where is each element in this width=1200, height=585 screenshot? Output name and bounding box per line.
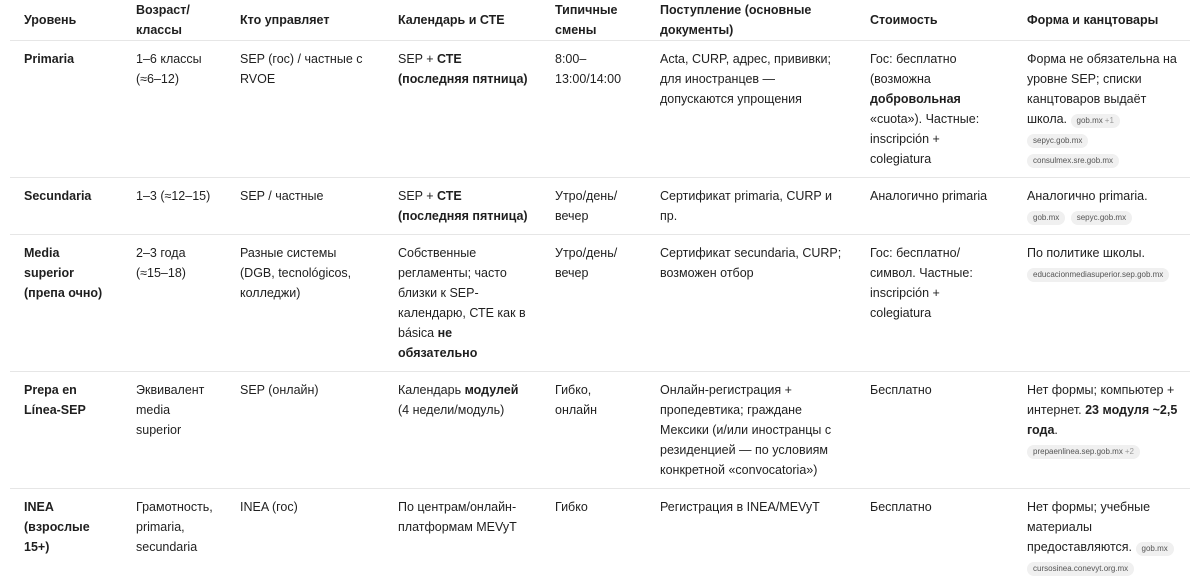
cell-admission: Сертификат secundaria, CURP; возможен отбор: [646, 235, 856, 372]
table-row: [10, 235, 1190, 372]
cell-level: Primaria: [10, 41, 122, 178]
cell-uniform: [1013, 41, 1190, 178]
header-age: Возраст/ классы: [122, 0, 226, 41]
table-row: [10, 178, 1190, 235]
uniform-text: Нет формы; компьютер + интернет.: [1027, 383, 1174, 417]
cell-governance: SEP / частные: [226, 178, 384, 235]
cell-age: 1–3 (≈12–15): [122, 178, 226, 235]
cell-uniform: [1013, 178, 1190, 235]
cell-admission: Регистрация в INEA/MEVyT: [646, 489, 856, 585]
table-header-row: [10, 0, 1190, 41]
header-uniform: Форма и канцтовары: [1013, 0, 1190, 41]
source-chip[interactable]: [1027, 154, 1119, 168]
uniform-text: Аналогично primaria.: [1027, 189, 1148, 203]
cell-level: INEA (взрослые 15+): [10, 489, 122, 585]
education-levels-table: [10, 0, 1190, 585]
source-chip[interactable]: [1027, 562, 1134, 576]
cell-shifts: Утро/день/вечер: [541, 235, 646, 372]
header-level: Уровень: [10, 0, 122, 41]
source-chip[interactable]: [1027, 134, 1088, 148]
cell-governance: SEP (онлайн): [226, 372, 384, 489]
header-admission: Поступление (основные документы): [646, 0, 856, 41]
cell-calendar: [384, 178, 541, 235]
cell-cost: Бесплатно: [856, 372, 1013, 489]
header-cost: Стоимость: [856, 0, 1013, 41]
source-chip-label: educacionmediasuperior.sep.gob.mx: [1033, 270, 1163, 279]
table-row: [10, 489, 1190, 585]
source-chip-count: +1: [1105, 116, 1114, 125]
cell-calendar: [384, 372, 541, 489]
cell-uniform: [1013, 235, 1190, 372]
source-chip[interactable]: [1027, 445, 1140, 459]
cell-calendar: По центрам/онлайн-платформам MEVyT: [384, 489, 541, 585]
uniform-text: Нет формы; учебные материалы предоставляются.: [1027, 500, 1150, 554]
cell-age: Эквивалент media superior: [122, 372, 226, 489]
source-chip[interactable]: [1027, 268, 1169, 282]
uniform-emphasis: 23 модуля ~2,5 года: [1027, 403, 1177, 437]
source-chip-label: prepaenlinea.sep.gob.mx: [1033, 447, 1123, 456]
table-row: [10, 41, 1190, 178]
uniform-text-tail: .: [1054, 423, 1057, 437]
calendar-text: Календарь: [398, 383, 465, 397]
cell-cost: Гос: бесплатно/символ. Частные: inscripción + colegiatura: [856, 235, 1013, 372]
cell-uniform: [1013, 372, 1190, 489]
source-chip-label: cursosinea.conevyt.org.mx: [1033, 564, 1128, 573]
cell-calendar: [384, 235, 541, 372]
source-chip[interactable]: [1071, 211, 1132, 225]
calendar-emphasis: не обязательно: [398, 326, 477, 360]
header-shifts: Типичные смены: [541, 0, 646, 41]
cell-governance: INEA (гос): [226, 489, 384, 585]
source-chip[interactable]: [1027, 211, 1065, 225]
cell-governance: Разные системы (DGB, tecnológicos, колледжи): [226, 235, 384, 372]
cell-cost: [856, 41, 1013, 178]
uniform-text: Форма не обязательна на уровне SEP; списки канцтоваров выдаёт школа.: [1027, 52, 1177, 126]
cell-shifts: Утро/день/вечер: [541, 178, 646, 235]
cell-cost: Бесплатно: [856, 489, 1013, 585]
source-chip-label: consulmex.sre.gob.mx: [1033, 156, 1113, 165]
cell-shifts: 8:00–13:00/14:00: [541, 41, 646, 178]
calendar-text-tail: (4 недели/модуль): [398, 403, 504, 417]
calendar-emphasis: модулей: [465, 383, 519, 397]
source-chip-label: sepyc.gob.mx: [1077, 213, 1126, 222]
source-chip[interactable]: [1136, 542, 1174, 556]
cell-level: Prepa en Línea-SEP: [10, 372, 122, 489]
table-row: [10, 372, 1190, 489]
source-chip-label: gob.mx: [1077, 116, 1103, 125]
header-governance: Кто управляет: [226, 0, 384, 41]
cost-text-tail: «cuota»). Частные: inscripción + colegiatura: [870, 112, 979, 166]
calendar-text: Собственные регламенты; часто близки к SEP-календарю, СТЕ как в básica: [398, 246, 526, 340]
cell-level: Secundaria: [10, 178, 122, 235]
source-chip-label: gob.mx: [1033, 213, 1059, 222]
cell-shifts: Гибко: [541, 489, 646, 585]
cell-admission: Acta, CURP, адрес, прививки; для иностранцев — допускаются упрощения: [646, 41, 856, 178]
calendar-text: SEP +: [398, 189, 437, 203]
cell-age: Грамотность, primaria, secundaria: [122, 489, 226, 585]
source-chip-label: gob.mx: [1142, 544, 1168, 553]
cell-shifts: Гибко, онлайн: [541, 372, 646, 489]
calendar-text: SEP +: [398, 52, 437, 66]
source-chip[interactable]: [1071, 114, 1120, 128]
cell-age: 1–6 классы (≈6–12): [122, 41, 226, 178]
cell-calendar: [384, 41, 541, 178]
cell-uniform: [1013, 489, 1190, 585]
cell-cost: Аналогично primaria: [856, 178, 1013, 235]
cell-level: Media superior (препа очно): [10, 235, 122, 372]
calendar-emphasis: СТЕ (последняя пятница): [398, 189, 528, 223]
source-chip-label: sepyc.gob.mx: [1033, 136, 1082, 145]
calendar-emphasis: СТЕ (последняя пятница): [398, 52, 528, 86]
cell-admission: Онлайн-регистрация + пропедевтика; граждане Мексики (и/или иностранцы с резиденцией — по условиям конкретной «convocatoria»): [646, 372, 856, 489]
cost-emphasis: добровольная: [870, 92, 961, 106]
cell-governance: SEP (гос) / частные с RVOE: [226, 41, 384, 178]
cell-admission: Сертификат primaria, CURP и пр.: [646, 178, 856, 235]
header-calendar: Календарь и СТЕ: [384, 0, 541, 41]
uniform-text: По политике школы.: [1027, 246, 1145, 260]
source-chip-count: +2: [1125, 447, 1134, 456]
cost-text: Гос: бесплатно (возможна: [870, 52, 957, 86]
cell-age: 2–3 года (≈15–18): [122, 235, 226, 372]
